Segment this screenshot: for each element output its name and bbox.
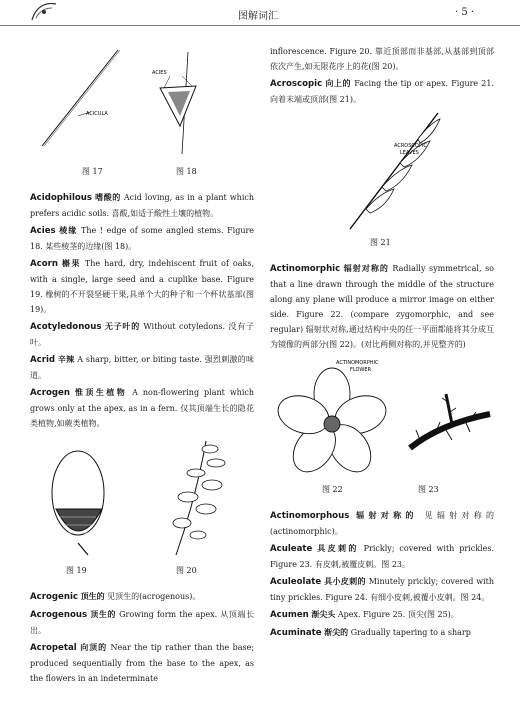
page-header (0, 0, 520, 26)
caption-fig22: 图 22 (322, 485, 343, 494)
entry-acorn: Acorn 槲果 The hard, dry, indehiscent fruit of oaks, with a single, large seed and a cuplike base. Figure 19. 橡树的不开裂坚硬干果,具单个大的种子和一个杯状基部(图 19)。 (30, 258, 255, 314)
caption-fig23: 图 23 (418, 485, 439, 494)
right-column (270, 44, 494, 643)
entry-acrogenic: Acrogenic 顶生的 见顶生的(acrogenous)。 (30, 591, 201, 602)
figure-22-23 (270, 354, 494, 496)
caption-fig17: 图 17 (82, 167, 103, 176)
entry-acies: Acies 棱缘 The ! edge of some angled stems. Figure 18. 某些棱茎的边缘(图 18)。 (30, 225, 255, 251)
header-rule (0, 25, 520, 26)
left-column (30, 28, 254, 688)
caption-fig21: 图 21 (370, 238, 391, 247)
caption-fig20: 图 20 (176, 566, 197, 575)
page-number: · 5 · (455, 7, 475, 18)
caption-fig18: 图 18 (176, 167, 197, 176)
ornament-icon (30, 0, 58, 22)
label-acroscopic: ACROSCOPIC (394, 143, 427, 149)
actinomorphic-flower-illustration (270, 354, 494, 478)
label-flower: FLOWER (350, 367, 371, 373)
entry-actinomorphous: Actinomorphous 辐射对称的 见辐射对称的(actinomorphic)。 (270, 510, 495, 536)
entry-acrid: Acrid 辛辣 A sharp, bitter, or biting taste. 强烈刺激的味道。 (30, 354, 254, 380)
figure-19-20 (30, 435, 254, 577)
entry-acotyledonous: Acotyledonous 无子叶的 Without cotyledons. 没有子叶。 (30, 321, 255, 347)
entry-acrogenous: Acrogenous 顶生的 Growing form the apex. 从顶端长出。 (30, 609, 254, 635)
entry-actinomorphic: Actinomorphic 辐射对称的 Radially symmetrical, so that a line drawn through the middle of the structure along any plane will produce a mirror image on either side. Figure 22. (compare zygomorphic, and see regular) 辐射状对称,通过结构中央的任一平面都能将其分成互为镜像的两部分(图 22)。(对比两侧对称的,并见整齐的) (270, 263, 494, 349)
entry-acumen: Acumen 渐尖头 Apex. Figure 25. 顶尖(图 25)。 (270, 609, 459, 620)
entry-acropetal: Acropetal 向顶的 Near the tip rather than the base; produced sequentially from the base to the apex, as the flowers in an indeterminate (30, 642, 255, 683)
figure-21 (270, 109, 494, 249)
entry-aculeate: Aculeate 具皮刺的 Prickly; covered with prickles. Figure 23. 有皮刺,被覆皮刺。图 23。 (270, 543, 494, 569)
label-actinomorphic: ACTINOMORPHIC (336, 360, 379, 366)
entry-aculeolate: Aculeolate 具小皮刺的 Minutely prickly; covered with tiny prickles. Figure 24. 有细小皮刺,被覆小皮刺。图 24。 (270, 576, 495, 602)
running-title: 图解词汇 (238, 11, 278, 22)
acroscopic-leaves-illustration (270, 109, 494, 233)
caption-fig19: 图 19 (66, 566, 87, 575)
entry-acidophilous: Acidophilous 嗜酸的 Acid loving, as in a plant which prefers acidic soils. 喜酸,如适于酸性土壤的植物。 (30, 192, 255, 218)
entry-acuminate: Acuminate 渐尖的 Gradually tapering to a sharp (270, 627, 471, 638)
acicula-acies-illustration (30, 28, 254, 160)
entry-acropetal-continued: inflorescence. Figure 20. 靠近顶部而非基部,从基部到顶部依次产生,如无限花序上的花(图 20)。 (270, 47, 494, 71)
figure-17-18 (30, 28, 254, 178)
label-acies: ACIES (152, 70, 167, 76)
entry-acrogen: Acrogen 惟顶生植物 A non-flowering plant which grows only at the apex, as in a fern. 仅其顶端生长的隐花类植物,如蕨类植物。 (30, 387, 255, 428)
acorn-inflorescence-illustration (30, 435, 254, 559)
label-leaves: LEAVES (400, 150, 419, 156)
label-acicula: ACICULA (86, 111, 108, 117)
entry-acroscopic: Acroscopic 向上的 Facing the tip or apex. Figure 21. 向着末端或顶部(图 21)。 (270, 78, 495, 104)
